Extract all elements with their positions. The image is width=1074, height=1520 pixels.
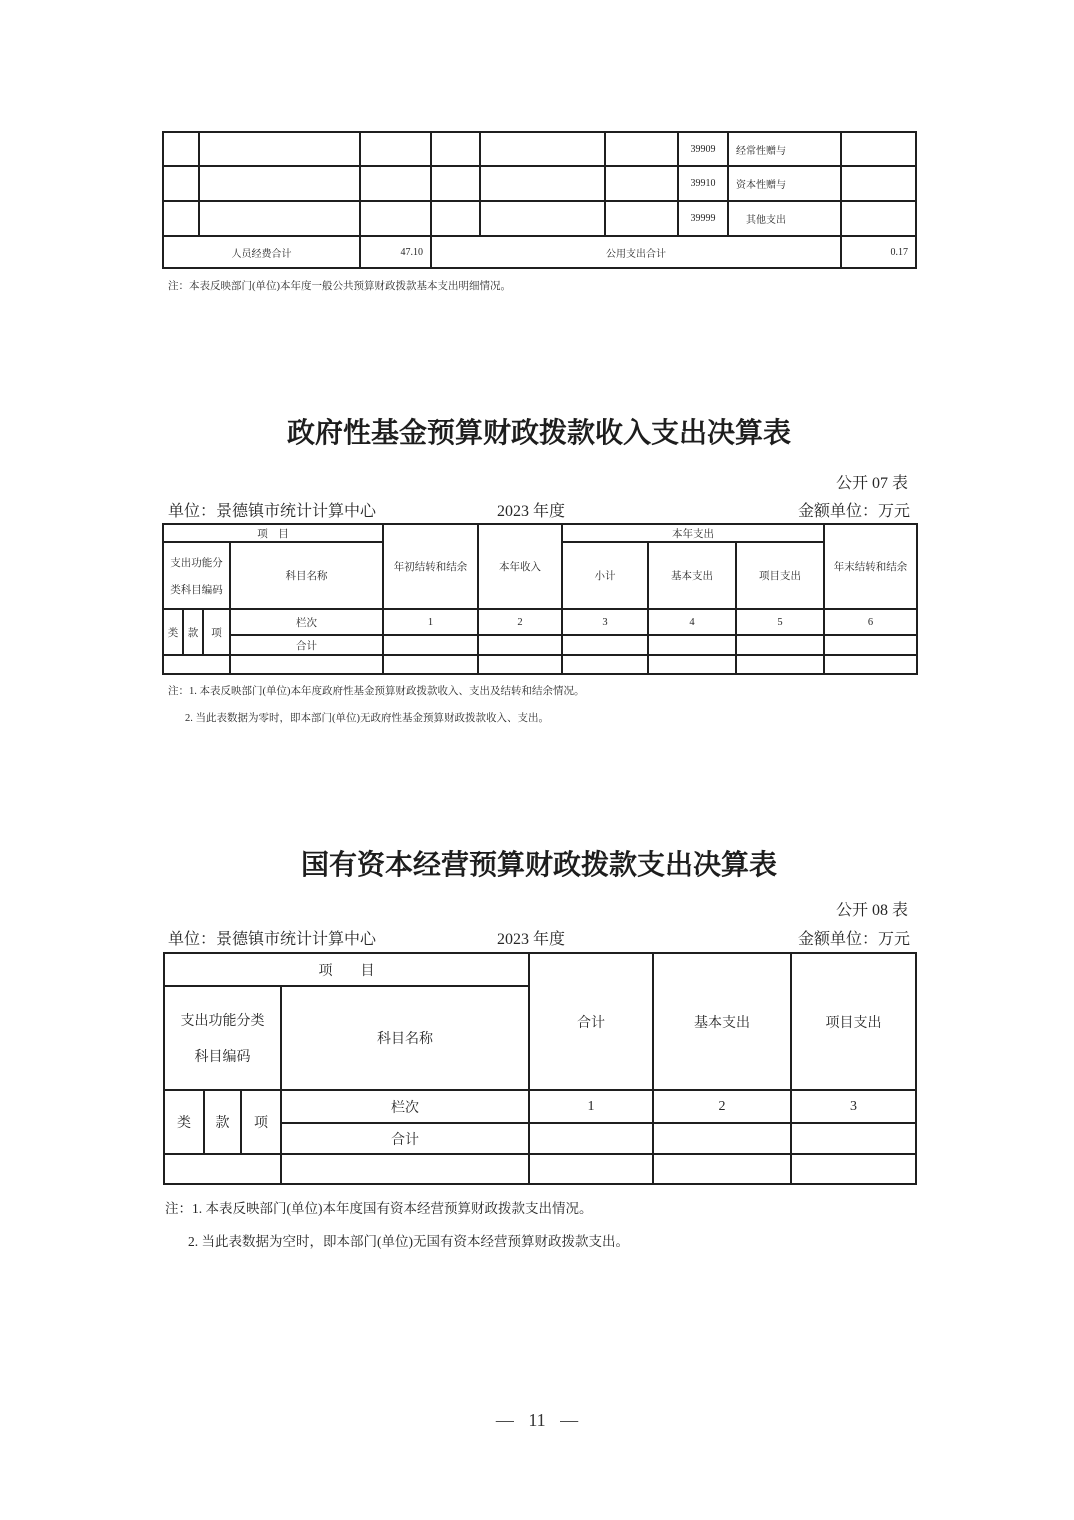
begin-balance-header: 年初结转和结余 (383, 524, 478, 609)
year-income-header: 本年收入 (478, 524, 562, 609)
amount-unit: 金额单位：万元 (797, 503, 910, 520)
project-header: 项 目 (164, 953, 529, 986)
economic-code: 39910 (678, 166, 728, 201)
item-header: 项 (203, 609, 230, 655)
column-index-row (163, 609, 917, 635)
empty-cell (281, 1154, 529, 1184)
column-index: 1 (529, 1090, 653, 1123)
subtotal-header: 小计 (562, 542, 648, 609)
economic-code: 39909 (678, 132, 728, 166)
empty-cell (653, 1123, 791, 1154)
empty-cell (605, 132, 678, 166)
total-row (163, 635, 917, 655)
function-code-line2: 科目编码 (194, 1050, 251, 1065)
table07-title: 政府性基金预算财政拨款收入支出决算表 (286, 418, 791, 449)
section-header: 款 (183, 609, 203, 655)
end-balance-header: 年末结转和结余 (824, 524, 917, 609)
empty-cell (736, 655, 824, 674)
empty-cell (163, 166, 199, 201)
empty-cell (791, 1123, 916, 1154)
empty-cell (163, 655, 230, 674)
column-index-label: 栏次 (230, 609, 383, 635)
empty-cell (736, 635, 824, 655)
economic-subject-name: 资本性赠与 (728, 166, 841, 201)
class-header: 类 (164, 1090, 204, 1154)
table07-note-1: 注：1. 本表反映部门(单位)本年度政府性基金预算财政拨款收入、支出及结转和结余情况。 (168, 686, 585, 697)
column-index: 4 (648, 609, 736, 635)
economic-subject-name: 其他支出 (728, 201, 841, 236)
table08-note-1: 注：1. 本表反映部门(单位)本年度国有资本经营预算财政拨款支出情况。 (165, 1201, 593, 1216)
unit-name: 单位：景德镇市统计计算中心 (168, 503, 377, 520)
empty-cell (605, 166, 678, 201)
empty-cell (360, 132, 431, 166)
function-code-line1: 支出功能分类 (180, 1014, 265, 1029)
empty-cell (199, 201, 360, 236)
empty-cell (383, 655, 478, 674)
table07-note-2: 2. 当此表数据为零时，即本部门(单位)无政府性基金预算财政拨款收入、支出。 (185, 713, 549, 724)
empty-cell (431, 166, 480, 201)
totals-row (163, 236, 916, 268)
empty-cell (605, 201, 678, 236)
empty-cell (648, 635, 736, 655)
column-index-row (164, 1090, 916, 1123)
basic-expense-header: 基本支出 (653, 953, 791, 1090)
personnel-total-value: 47.10 (360, 236, 431, 268)
table-row (163, 166, 916, 201)
empty-cell (164, 1154, 281, 1184)
header-row (164, 953, 916, 986)
empty-cell (529, 1123, 653, 1154)
class-header: 类 (163, 609, 183, 655)
column-index: 1 (383, 609, 478, 635)
total-label: 合计 (230, 635, 383, 655)
empty-cell (199, 132, 360, 166)
empty-cell (648, 655, 736, 674)
fiscal-year: 2023 年度 (497, 503, 566, 520)
total-label: 合计 (281, 1123, 529, 1154)
project-header: 项 目 (163, 524, 383, 542)
empty-cell (480, 201, 605, 236)
empty-cell (360, 201, 431, 236)
empty-cell (163, 201, 199, 236)
empty-cell (562, 655, 648, 674)
table08-note-2: 2. 当此表数据为空时，即本部门(单位)无国有资本经营预算财政拨款支出。 (188, 1234, 629, 1249)
economic-subject-name: 经常性赠与 (728, 132, 841, 166)
empty-cell (653, 1154, 791, 1184)
table07-number: 公开 07 表 (835, 475, 908, 492)
function-code-header (163, 542, 230, 609)
column-index: 5 (736, 609, 824, 635)
item-header: 项 (241, 1090, 281, 1154)
empty-cell (230, 655, 383, 674)
unit-name: 单位：景德镇市统计计算中心 (168, 931, 377, 948)
gov-fund-budget-table (162, 523, 918, 675)
basic-expenditure-table (162, 131, 917, 269)
empty-cell (431, 132, 480, 166)
empty-cell (431, 201, 480, 236)
total-header: 合计 (529, 953, 653, 1090)
empty-cell (824, 655, 917, 674)
section-header: 款 (204, 1090, 241, 1154)
column-index: 3 (562, 609, 648, 635)
empty-cell (824, 635, 917, 655)
empty-cell (480, 132, 605, 166)
empty-data-row (163, 655, 917, 674)
empty-cell (199, 166, 360, 201)
economic-code: 39999 (678, 201, 728, 236)
empty-cell (529, 1154, 653, 1184)
table-row (163, 201, 916, 236)
basic-table-note: 注：本表反映部门(单位)本年度一般公共预算财政拨款基本支出明细情况。 (168, 281, 511, 292)
column-index: 2 (478, 609, 562, 635)
column-index: 6 (824, 609, 917, 635)
empty-cell (480, 166, 605, 201)
empty-cell (383, 635, 478, 655)
table08-number: 公开 08 表 (835, 902, 908, 919)
empty-cell (163, 132, 199, 166)
header-row (163, 524, 917, 542)
empty-cell (791, 1154, 916, 1184)
public-total-value: 0.17 (841, 236, 916, 268)
table07-meta-line (162, 498, 916, 518)
personnel-total-label: 人员经费合计 (163, 236, 360, 268)
column-index: 3 (791, 1090, 916, 1123)
public-total-label: 公用支出合计 (431, 236, 841, 268)
empty-cell (841, 201, 916, 236)
fiscal-year: 2023 年度 (497, 931, 566, 948)
year-expense-header: 本年支出 (562, 524, 824, 542)
amount-unit: 金额单位：万元 (797, 931, 910, 948)
function-code-line2: 类科目编码 (170, 584, 223, 596)
empty-cell (841, 132, 916, 166)
table-row (163, 132, 916, 166)
empty-data-row (164, 1154, 916, 1184)
subject-name-header: 科目名称 (281, 986, 529, 1090)
column-index-label: 栏次 (281, 1090, 529, 1123)
state-capital-budget-table (163, 952, 917, 1185)
project-expense-header: 项目支出 (736, 542, 824, 609)
function-code-line1: 支出功能分 (170, 557, 223, 569)
page-number: — 11 — (495, 1410, 579, 1430)
basic-expense-header: 基本支出 (648, 542, 736, 609)
subject-name-header: 科目名称 (230, 542, 383, 609)
empty-cell (841, 166, 916, 201)
table08-meta-line (162, 926, 916, 946)
empty-cell (562, 635, 648, 655)
empty-cell (478, 655, 562, 674)
function-code-header (164, 986, 281, 1090)
empty-cell (360, 166, 431, 201)
empty-cell (478, 635, 562, 655)
project-expense-header: 项目支出 (791, 953, 916, 1090)
table08-title: 国有资本经营预算财政拨款支出决算表 (300, 850, 777, 881)
column-index: 2 (653, 1090, 791, 1123)
